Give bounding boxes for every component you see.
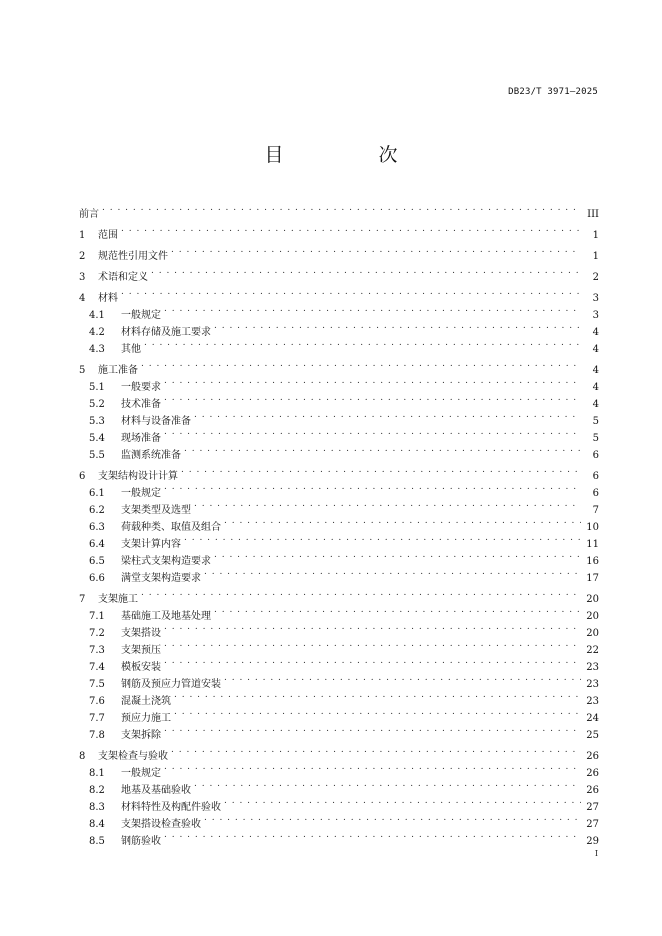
toc-entry-page: 2 (592, 272, 599, 283)
toc-dot-leader (164, 721, 581, 738)
toc-entry-label: 模板安装 (121, 662, 161, 673)
toc-entry-page: 20 (586, 628, 599, 639)
toc-entry-label: 支架施工 (98, 594, 138, 605)
toc-entry-page: 1 (592, 251, 599, 262)
toc-dot-leader (141, 585, 581, 602)
toc-entry-page: 26 (586, 768, 599, 779)
toc-entry-label: 现场准备 (121, 433, 161, 444)
toc-entry-label: 规范性引用文件 (98, 251, 168, 262)
toc-dot-leader (144, 335, 581, 352)
toc-entry-page: 4 (592, 327, 599, 338)
toc-entry[interactable] (79, 200, 599, 220)
toc-entry-number: 8.5 (89, 836, 105, 847)
toc-dot-leader (204, 810, 581, 827)
toc-entry-label: 一般要求 (121, 382, 161, 393)
toc-entry-page: 23 (586, 696, 599, 707)
toc-dot-leader (171, 242, 581, 259)
toc-entry-label: 材料存储及施工要求 (121, 327, 211, 338)
toc-dot-leader (151, 263, 581, 280)
toc-entry-label: 一般规定 (121, 310, 161, 321)
toc-entry[interactable] (79, 284, 599, 304)
toc-entry-label: 地基及基础验收 (121, 785, 191, 796)
toc-entry-page: 27 (586, 819, 599, 830)
toc-entry-label: 钢筋及预应力管道安装 (121, 679, 221, 690)
toc-dot-leader (224, 513, 581, 530)
toc-entry-page: 23 (586, 679, 599, 690)
toc-entry-number: 7.3 (89, 645, 105, 656)
toc-entry[interactable] (79, 742, 599, 762)
toc-entry[interactable] (79, 356, 599, 376)
toc-entry-page: 20 (586, 611, 599, 622)
toc-dot-leader (164, 479, 581, 496)
toc-entry-number: 6.3 (89, 522, 105, 533)
toc-entry-label: 其他 (121, 344, 141, 355)
toc-entry-label: 支架预压 (121, 645, 161, 656)
toc-entry-page: 27 (586, 802, 599, 813)
toc-entry[interactable] (79, 462, 599, 482)
toc-entry[interactable] (79, 585, 599, 605)
toc-entry-number: 1 (79, 230, 86, 241)
toc-entry-number: 6 (79, 471, 86, 482)
toc-dot-leader (181, 462, 581, 479)
toc-entry-number: 7 (79, 594, 86, 605)
toc-entry[interactable] (79, 242, 599, 262)
toc-dot-leader (214, 602, 581, 619)
toc-entry-page: 3 (592, 293, 599, 304)
toc-dot-leader (164, 619, 581, 636)
toc-entry-number: 6.1 (89, 488, 105, 499)
toc-entry-page: 23 (586, 662, 599, 673)
toc-entry-number: 5 (79, 365, 86, 376)
toc-dot-leader (141, 356, 581, 373)
toc-entry-number: 5.1 (89, 382, 105, 393)
toc-entry-page: 7 (592, 505, 599, 516)
toc-entry[interactable] (79, 373, 599, 393)
toc-entry-page: 6 (592, 471, 599, 482)
toc-entry-label: 基础施工及地基处理 (121, 611, 211, 622)
toc-dot-leader (102, 200, 581, 217)
toc-entry-page: 25 (586, 730, 599, 741)
toc-entry-page: 5 (592, 416, 599, 427)
toc-entry-page: 29 (586, 836, 599, 847)
toc-dot-leader (214, 318, 581, 335)
toc-entry-label: 混凝土浇筑 (121, 696, 171, 707)
toc-dot-leader (174, 687, 581, 704)
toc-entry-page: 17 (586, 573, 599, 584)
toc-entry-page: 6 (592, 450, 599, 461)
toc-entry-label: 支架类型及选型 (121, 505, 191, 516)
toc-entry-label: 满堂支架构造要求 (121, 573, 201, 584)
toc-entry-number: 4 (79, 293, 86, 304)
toc-dot-leader (194, 496, 581, 513)
toc-entry-page: 4 (592, 399, 599, 410)
toc-entry-page: 4 (592, 344, 599, 355)
toc-entry-number: 6.2 (89, 505, 105, 516)
toc-entry-number: 4.3 (89, 344, 105, 355)
toc-entry-label: 监测系统准备 (121, 450, 181, 461)
toc-entry-page: 16 (586, 556, 599, 567)
toc-entry-page: III (587, 209, 599, 220)
toc-entry-label: 材料 (98, 293, 118, 304)
toc-entry[interactable] (79, 301, 599, 321)
toc-entry-number: 8.1 (89, 768, 105, 779)
toc-entry-number: 4.1 (89, 310, 105, 321)
toc-dot-leader (164, 373, 581, 390)
toc-entry-label: 钢筋验收 (121, 836, 161, 847)
toc-dot-leader (171, 742, 581, 759)
toc-dot-leader (194, 776, 581, 793)
toc-dot-leader (121, 221, 581, 238)
toc-entry-number: 2 (79, 251, 86, 262)
toc-dot-leader (121, 284, 581, 301)
toc-entry-page: 4 (592, 365, 599, 376)
toc-entry-number: 3 (79, 272, 86, 283)
toc-entry[interactable] (79, 602, 599, 622)
toc-entry-number: 8.4 (89, 819, 105, 830)
toc-entry-label: 支架搭设检查验收 (121, 819, 201, 830)
toc-entry-number: 7.1 (89, 611, 105, 622)
toc-entry-label: 支架搭设 (121, 628, 161, 639)
page-number: I (594, 849, 598, 858)
toc-entry-number: 5.5 (89, 450, 105, 461)
toc-entry-page: 6 (592, 488, 599, 499)
toc-entry-page: 1 (592, 230, 599, 241)
toc-entry-page: 10 (586, 522, 599, 533)
toc-entry-label: 范围 (98, 230, 118, 241)
toc-entry-label: 梁柱式支架构造要求 (121, 556, 211, 567)
toc-dot-leader (164, 636, 581, 653)
toc-entry-label: 支架检查与验收 (98, 751, 168, 762)
toc-entry-page: 3 (592, 310, 599, 321)
toc-entry-page: 22 (586, 645, 599, 656)
toc-entry-label: 荷载种类、取值及组合 (121, 522, 221, 533)
toc-entry-label: 技术准备 (121, 399, 161, 410)
toc-entry-number: 5.4 (89, 433, 105, 444)
toc-entry[interactable] (79, 335, 599, 355)
toc-entry-page: 26 (586, 751, 599, 762)
toc-entry-number: 7.2 (89, 628, 105, 639)
toc-entry-number: 4.2 (89, 327, 105, 338)
toc-dot-leader (204, 564, 581, 581)
toc-dot-leader (224, 670, 581, 687)
toc-dot-leader (224, 793, 581, 810)
toc-entry-number: 6.5 (89, 556, 105, 567)
toc-entry[interactable] (79, 221, 599, 241)
toc-entry-label: 支架拆除 (121, 730, 161, 741)
toc-dot-leader (184, 530, 581, 547)
toc-dot-leader (164, 390, 581, 407)
toc-entry-number: 7.8 (89, 730, 105, 741)
toc-entry-number: 7.7 (89, 713, 105, 724)
toc-entry-number: 7.4 (89, 662, 105, 673)
toc-entry-label: 支架结构设计计算 (98, 471, 178, 482)
toc-entry-label: 前言 (79, 209, 99, 220)
toc-entry-number: 7.5 (89, 679, 105, 690)
toc-entry-number: 6.4 (89, 539, 105, 550)
toc-entry[interactable] (79, 263, 599, 283)
toc-entry-number: 5.3 (89, 416, 105, 427)
toc-dot-leader (174, 704, 581, 721)
toc-entry-page: 4 (592, 382, 599, 393)
document-code: DB23/T 3971—2025 (508, 87, 598, 97)
toc-dot-leader (214, 547, 581, 564)
toc-dot-leader (164, 759, 581, 776)
toc-dot-leader (184, 441, 581, 458)
toc-entry-label: 一般规定 (121, 768, 161, 779)
toc-entry-label: 支架计算内容 (121, 539, 181, 550)
toc-entry-page: 26 (586, 785, 599, 796)
toc-entry-number: 8.2 (89, 785, 105, 796)
toc-entry-page: 5 (592, 433, 599, 444)
toc-entry-number: 7.6 (89, 696, 105, 707)
toc-entry-label: 一般规定 (121, 488, 161, 499)
toc-entry-number: 8 (79, 751, 86, 762)
toc-entry-label: 预应力施工 (121, 713, 171, 724)
toc-entry-label: 术语和定义 (98, 272, 148, 283)
toc-entry-label: 施工准备 (98, 365, 138, 376)
toc-entry-label: 材料特性及构配件验收 (121, 802, 221, 813)
toc-entry-label: 材料与设备准备 (121, 416, 191, 427)
toc-entry-page: 24 (586, 713, 599, 724)
toc-entry-number: 8.3 (89, 802, 105, 813)
toc-dot-leader (164, 827, 581, 844)
toc-dot-leader (194, 407, 581, 424)
table-of-contents (79, 200, 599, 847)
toc-dot-leader (164, 301, 581, 318)
toc-entry-number: 6.6 (89, 573, 105, 584)
toc-entry-page: 20 (586, 594, 599, 605)
toc-dot-leader (164, 653, 581, 670)
toc-dot-leader (164, 424, 581, 441)
toc-entry-page: 11 (586, 539, 599, 550)
toc-entry-number: 5.2 (89, 399, 105, 410)
page-title: 目 次 (264, 144, 436, 166)
